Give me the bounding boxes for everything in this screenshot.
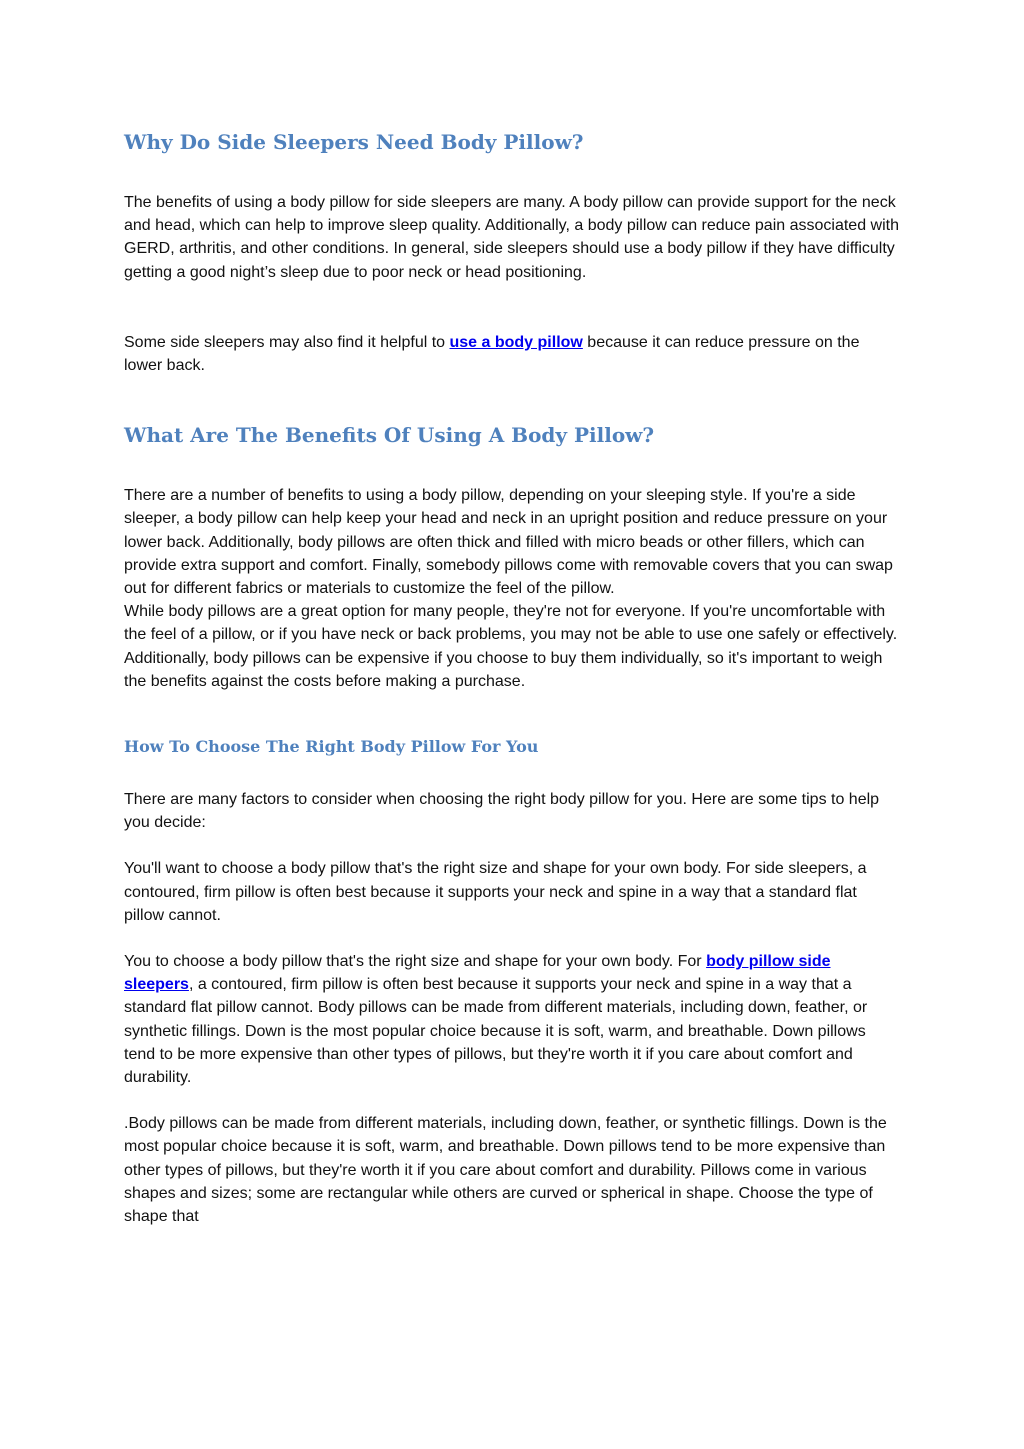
paragraph-benefits-side-sleepers: The benefits of using a body pillow for side sleepers are many. A body pillow can provide support for the neck and head, which can help to improve sleep quality. Additionally, a body pillow can reduce pain associated with GERD, arthritis, and other conditions. In general, side sleepers should use a body pillow if they have difficulty getting a good night’s sleep due to poor neck or head positioning. [124,194,899,281]
heading-choose-pillow: How To Choose The Right Body Pillow For You [124,737,539,757]
paragraph-benefits-1: There are a number of benefits to using a body pillow, depending on your sleeping style. If you're a side sleeper, a body pillow can help keep your head and neck in an upright position and reduce pressure on your lower back. Additionally, body pillows are often thick and filled with micro beads or other fillers, which can provide extra support and comfort. Finally, somebody pillows come with removable covers that you can swap out for different fabrics or materials to customize the feel of the pillow. [124,487,893,598]
text-after-link: because it can reduce pressure on the lower back. [124,333,860,375]
paragraph-size-shape: You'll want to choose a body pillow that's the right size and shape for your own body. For side sleepers, a contoured, firm pillow is often best because it supports your neck and spine in a way that a standard flat pillow cannot. [124,860,867,924]
text-before-link: Some side sleepers may also find it helpful to [124,333,450,351]
body-pillow-side-sleepers-link[interactable]: body pillow side sleepers [124,953,831,994]
paragraph-materials [124,950,900,1089]
paragraph-shapes: .Body pillows can be made from different materials, including down, feather, or synthetic fillings. Down is the most popular choice because it is soft, warm, and breathable. Down pillows tend to be more expensive than other types of pillows, but they're worth it if you care about comfort and durability. Pillows come in various shapes and sizes; some are rectangular while others are curved or spherical in shape. Choose the type of shape that [124,1115,887,1226]
use-body-pillow-link[interactable]: use a body pillow [449,333,583,351]
text-before-link: You to choose a body pillow that's the right size and shape for your own body. For [124,953,707,971]
document-page [124,122,900,1228]
heading-side-sleepers: Why Do Side Sleepers Need Body Pillow? [124,130,584,154]
text-after-link: , a contoured, firm pillow is often best because it supports your neck and spine in a way that a standard flat pillow cannot. Body pillows can be made from different materials, including down, feather, or synthetic fillings. Down is the most popular choice because it is soft, warm, and breathable. Down pillows tend to be more expensive than other types of pillows, but they're worth it if you care about comfort and durability. [124,976,868,1087]
paragraph-lower-back [124,331,900,377]
heading-benefits: What Are The Benefits Of Using A Body Pillow? [124,423,655,448]
paragraph-factors: There are many factors to consider when choosing the right body pillow for you. Here are some tips to help you decide: [124,791,880,832]
paragraph-benefits-2: While body pillows are a great option for many people, they're not for everyone. If you're uncomfortable with the feel of a pillow, or if you have neck or back problems, you may not be able to use one safely or effectively. Additionally, body pillows can be expensive if you choose to buy them individually, so it's important to weigh the benefits against the costs before making a purchase. [124,603,898,690]
